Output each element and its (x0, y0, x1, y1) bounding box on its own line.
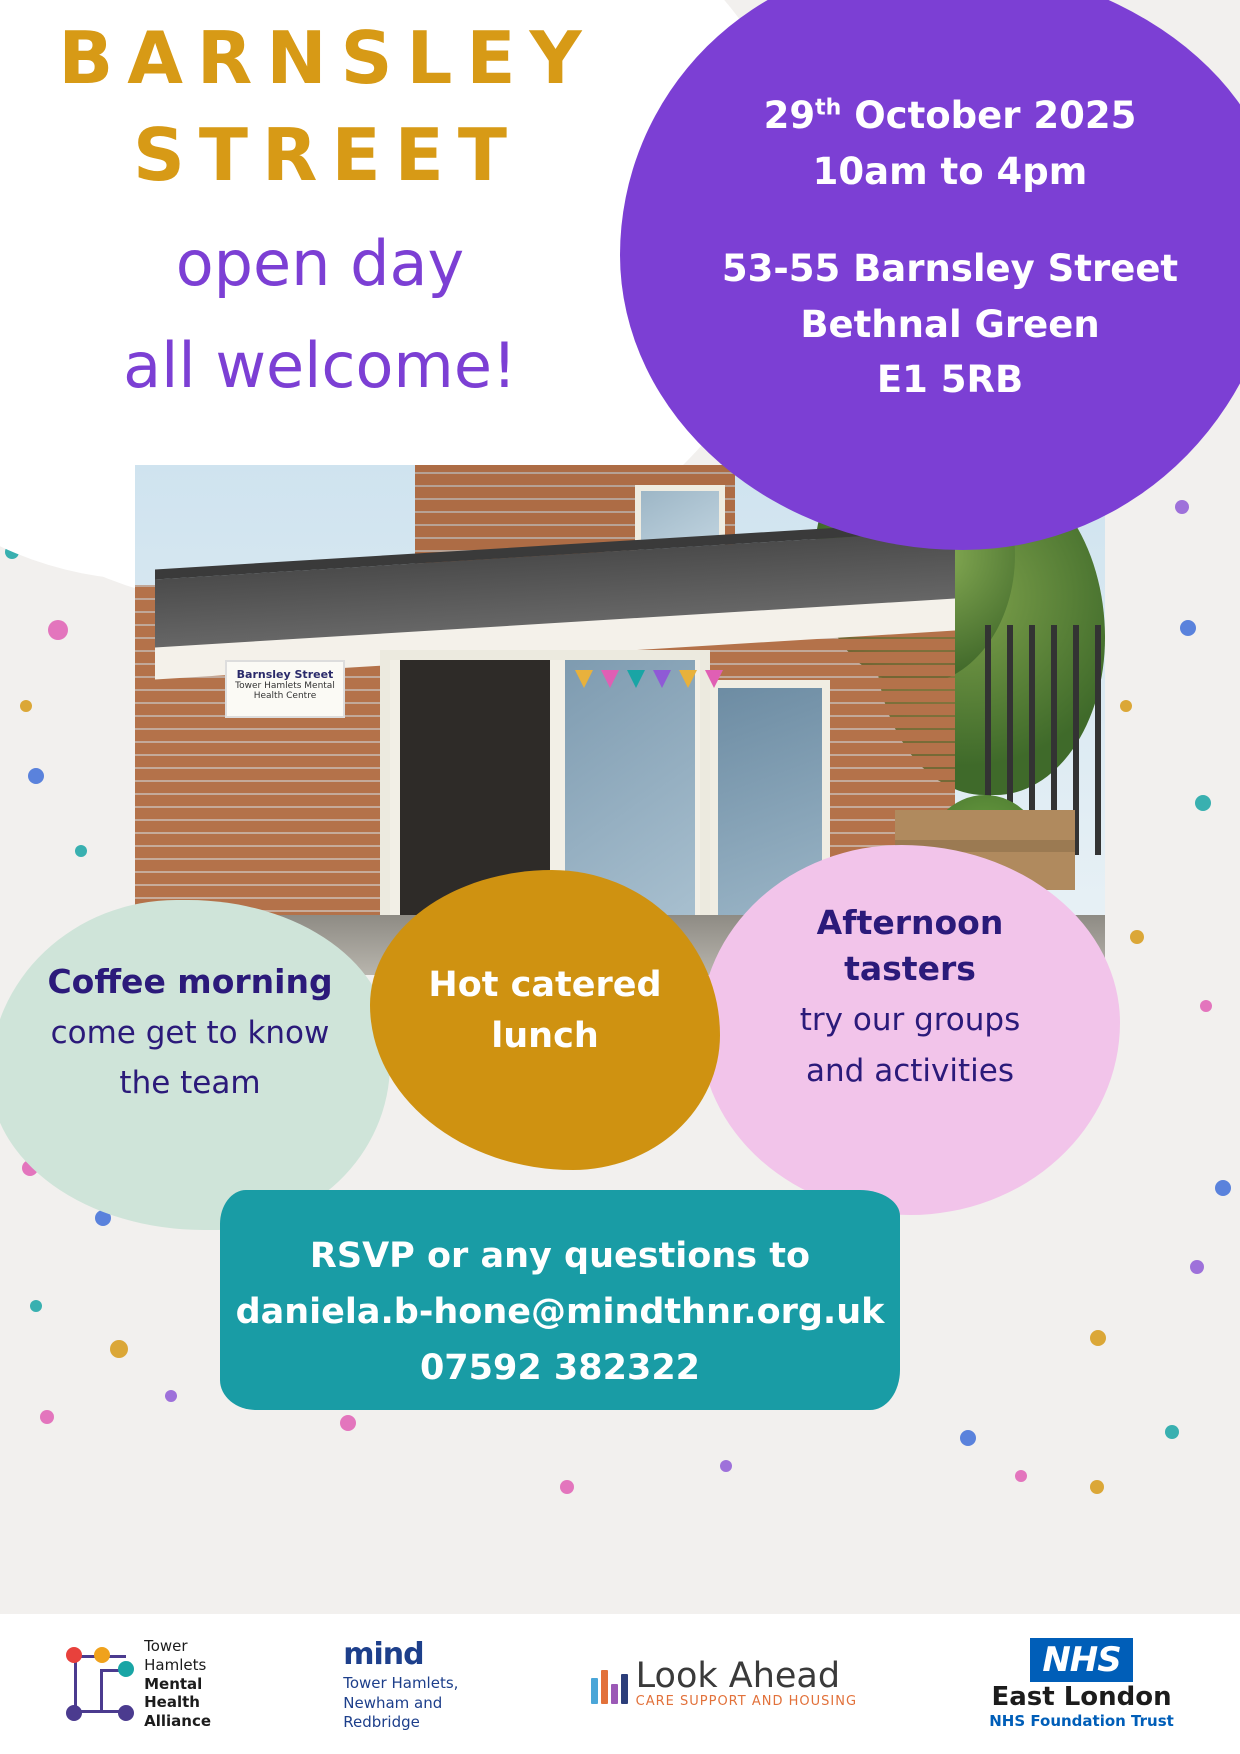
subtitle-line-1: open day (175, 227, 465, 301)
nhs-badge: NHS (1030, 1638, 1132, 1682)
nhs-trust-name: East London (991, 1682, 1172, 1712)
confetti-dot (1090, 1480, 1104, 1494)
confetti-dot (1130, 930, 1144, 944)
event-date (620, 88, 1240, 144)
subtitle-line-2: all welcome! (123, 329, 517, 403)
event-date-day: 29 (763, 94, 816, 137)
confetti-dot (1120, 700, 1132, 712)
rsvp-email[interactable]: daniela.b-hone@mindthnr.org.uk (235, 1292, 885, 1332)
confetti-dot (340, 1415, 356, 1431)
event-address (620, 241, 1240, 408)
mind-line-3: Redbridge (343, 1713, 420, 1732)
confetti-dot (560, 1480, 574, 1494)
rsvp-blob (220, 1190, 900, 1410)
look-ahead-text (635, 1656, 858, 1709)
tha-line-2: Hamlets (144, 1655, 207, 1674)
mind-wordmark: mind (343, 1637, 424, 1673)
confetti-dot (1090, 1330, 1106, 1346)
activity-coffee-body-2: the team (119, 1065, 261, 1102)
rsvp-line-1: RSVP or any questions to (309, 1236, 811, 1276)
poster-headline (0, 10, 640, 408)
mind-logo-text (343, 1635, 458, 1733)
confetti-dot (720, 1460, 732, 1472)
logo-nhs-east-london (989, 1638, 1174, 1730)
photo-sign-title: Barnsley Street (236, 668, 334, 681)
title-line-2: STREET (133, 113, 521, 198)
confetti-dot (1215, 1180, 1231, 1196)
activity-coffee-heading: Coffee morning (47, 962, 333, 1001)
address-line-1: 53-55 Barnsley Street (721, 247, 1179, 290)
confetti-dot (165, 1390, 177, 1402)
confetti-dot (20, 700, 32, 712)
footer-logos (0, 1614, 1240, 1754)
confetti-dot (1015, 1470, 1027, 1482)
nhs-trust-subtitle: NHS Foundation Trust (989, 1712, 1174, 1730)
confetti-dot (28, 768, 44, 784)
title-line-1: BARNSLEY (58, 16, 596, 100)
photo-building-sign (225, 660, 345, 718)
event-date-ordinal: th (815, 95, 842, 121)
tha-line-3: Mental (144, 1674, 203, 1693)
tha-line-1: Tower (144, 1637, 188, 1656)
confetti-dot (48, 620, 68, 640)
activity-lunch-heading-1: Hot catered (428, 965, 662, 1005)
activity-coffee-body-1: come get to know (50, 1014, 330, 1051)
logo-tower-hamlets-mental-health-alliance (66, 1637, 211, 1731)
activity-tasters-body-2: and activities (806, 1053, 1014, 1090)
logo-look-ahead (591, 1656, 858, 1709)
activity-lunch-heading-2: lunch (491, 1015, 599, 1056)
look-ahead-name: Look Ahead (635, 1656, 841, 1696)
mind-line-1: Tower Hamlets, (343, 1674, 459, 1693)
photo-sign-subtitle: Tower Hamlets Mental Health Centre (235, 681, 335, 701)
event-time: 10am to 4pm (812, 149, 1088, 193)
tha-line-4: Health (144, 1693, 200, 1712)
activity-tasters-heading-2: tasters (844, 949, 976, 989)
activity-hot-lunch (370, 870, 720, 1170)
confetti-dot (30, 1300, 42, 1312)
address-line-2: Bethnal Green (800, 302, 1100, 346)
tha-logo-text (144, 1637, 211, 1731)
rsvp-phone[interactable]: 07592 382322 (419, 1348, 701, 1388)
address-line-3: E1 5RB (876, 358, 1024, 401)
tha-logo-icon (66, 1647, 134, 1721)
event-date-rest: October 2025 (841, 94, 1137, 137)
activity-coffee-morning (0, 900, 390, 1230)
mind-line-2: Newham and (343, 1693, 443, 1712)
confetti-dot (960, 1430, 976, 1446)
confetti-dot (1165, 1425, 1179, 1439)
confetti-dot (1175, 500, 1189, 514)
logo-mind (343, 1635, 458, 1733)
look-ahead-icon (591, 1664, 628, 1704)
confetti-dot (40, 1410, 54, 1424)
look-ahead-tagline: CARE SUPPORT AND HOUSING (635, 1694, 858, 1709)
confetti-dot (75, 845, 87, 857)
confetti-dot (110, 1340, 128, 1358)
photo-bunting (575, 670, 745, 710)
confetti-dot (1180, 620, 1196, 636)
activity-tasters-body-1: try our groups (799, 1002, 1021, 1039)
confetti-dot (1190, 1260, 1204, 1274)
activity-afternoon-tasters (700, 845, 1120, 1215)
activity-tasters-heading-1: Afternoon (816, 903, 1004, 942)
confetti-dot (1195, 795, 1211, 811)
confetti-dot (1200, 1000, 1212, 1012)
tha-line-5: Alliance (144, 1712, 212, 1731)
